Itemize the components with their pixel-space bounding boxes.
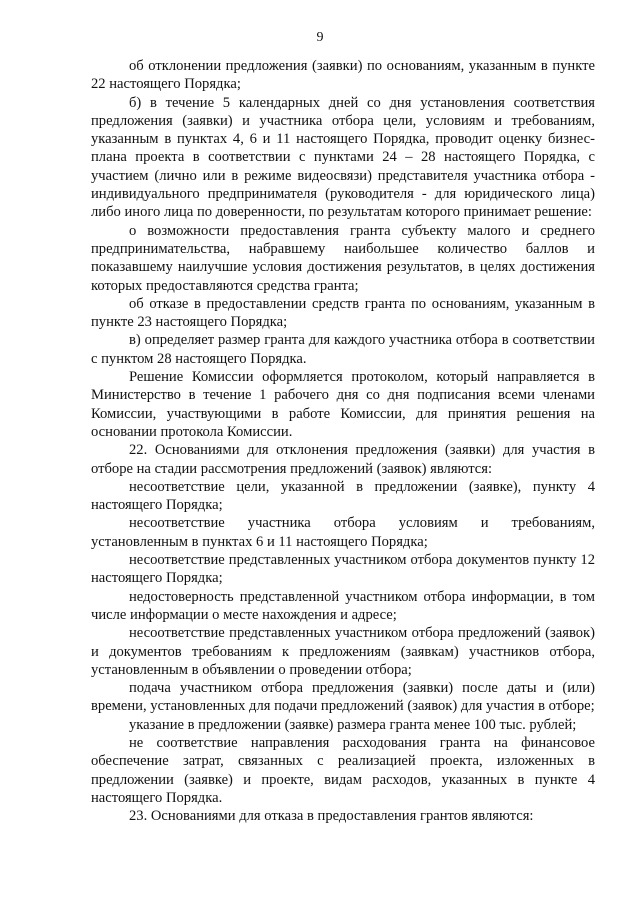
paragraph-22-rejection-grounds: 22. Основаниями для отклонения предложения (заявки) для участия в отборе на стадии рассмотрения предложений (заявок) являются: (91, 442, 595, 477)
list-item-grant-below-minimum: указание в предложении (заявке) размера гранта менее 100 тыс. рублей; (129, 716, 577, 733)
document-body (91, 57, 595, 825)
list-item-documents-mismatch: несоответствие представленных участником отбора документов пункту 12 настоящего Порядка; (91, 552, 595, 587)
paragraph-v-grant-size: в) определяет размер гранта для каждого участника отбора в соответствии с пунктом 28 настоящего Порядка. (91, 332, 595, 367)
list-item-application-requirements-mismatch: несоответствие представленных участником отбора предложений (заявок) и документов требованиям к предложениям (заявкам) участников отбора, установленным в объявлении о проведении отбора; (91, 625, 595, 678)
paragraph-23-refusal-grounds: 23. Основаниями для отказа в предоставления грантов являются: (129, 808, 534, 825)
paragraph-commission-protocol: Решение Комиссии оформляется протоколом, который направляется в Министерство в течение 1 рабочего дня со дня подписания всеми членами Комиссии, участвующими в работе Комиссии, для принятия решения на основании протокола Комиссии. (91, 369, 595, 440)
paragraph-grant-possibility: о возможности предоставления гранта субъекту малого и среднего предпринимательства, набравшему наибольшее количество баллов и показавшему наилучшие условия достижения результатов, в целях достижения которых предоставляются средства гранта; (91, 222, 595, 294)
list-item-participant-mismatch: несоответствие участника отбора условиям и требованиям, установленным в пунктах 6 и 11 настоящего Порядка; (91, 515, 595, 550)
page-number: 9 (316, 30, 324, 45)
paragraph-rejection-grounds-ref: об отклонении предложения (заявки) по основаниям, указанным в пункте 22 настоящего Порядка; (91, 58, 595, 93)
list-item-goal-mismatch: несоответствие цели, указанной в предложении (заявке), пункту 4 настоящего Порядка; (91, 478, 595, 514)
list-item-late-submission: подача участником отбора предложения (заявки) после даты и (или) времени, установленных для подачи предложений (заявок) для участия в отборе; (91, 680, 595, 715)
list-item-expense-mismatch: не соответствие направления расходования гранта на финансовое обеспечение затрат, связанных с реализацией проекта, изложенных в предложении (заявке) и проекте, видам расходов, указанных в пункте 4 настоящего Порядка. (91, 734, 595, 806)
paragraph-b-business-plan-evaluation: б) в течение 5 календарных дней со дня установления соответствия предложения (заявки) и участника отбора цели, условиям и требованиям, указанным в пунктах 4, 6 и 11 настоящего Порядка, проводит оценку бизнес-плана проекта в соответствии с пунктами 24 – 28 настоящего Порядка, с участием (лично или в режиме видеосвязи) представителя участника отбора - индивидуального предпринимателя (руководителя - для юридического лица) либо иного лица по доверенности, по результатам которого принимает решение: (91, 94, 595, 221)
paragraph-grant-refusal: об отказе в предоставлении средств гранта по основаниям, указанным в пункте 23 настоящего Порядка; (91, 295, 595, 331)
list-item-false-information: недостоверность представленной участником отбора информации, в том числе информации о месте нахождения и адресе; (91, 588, 595, 623)
